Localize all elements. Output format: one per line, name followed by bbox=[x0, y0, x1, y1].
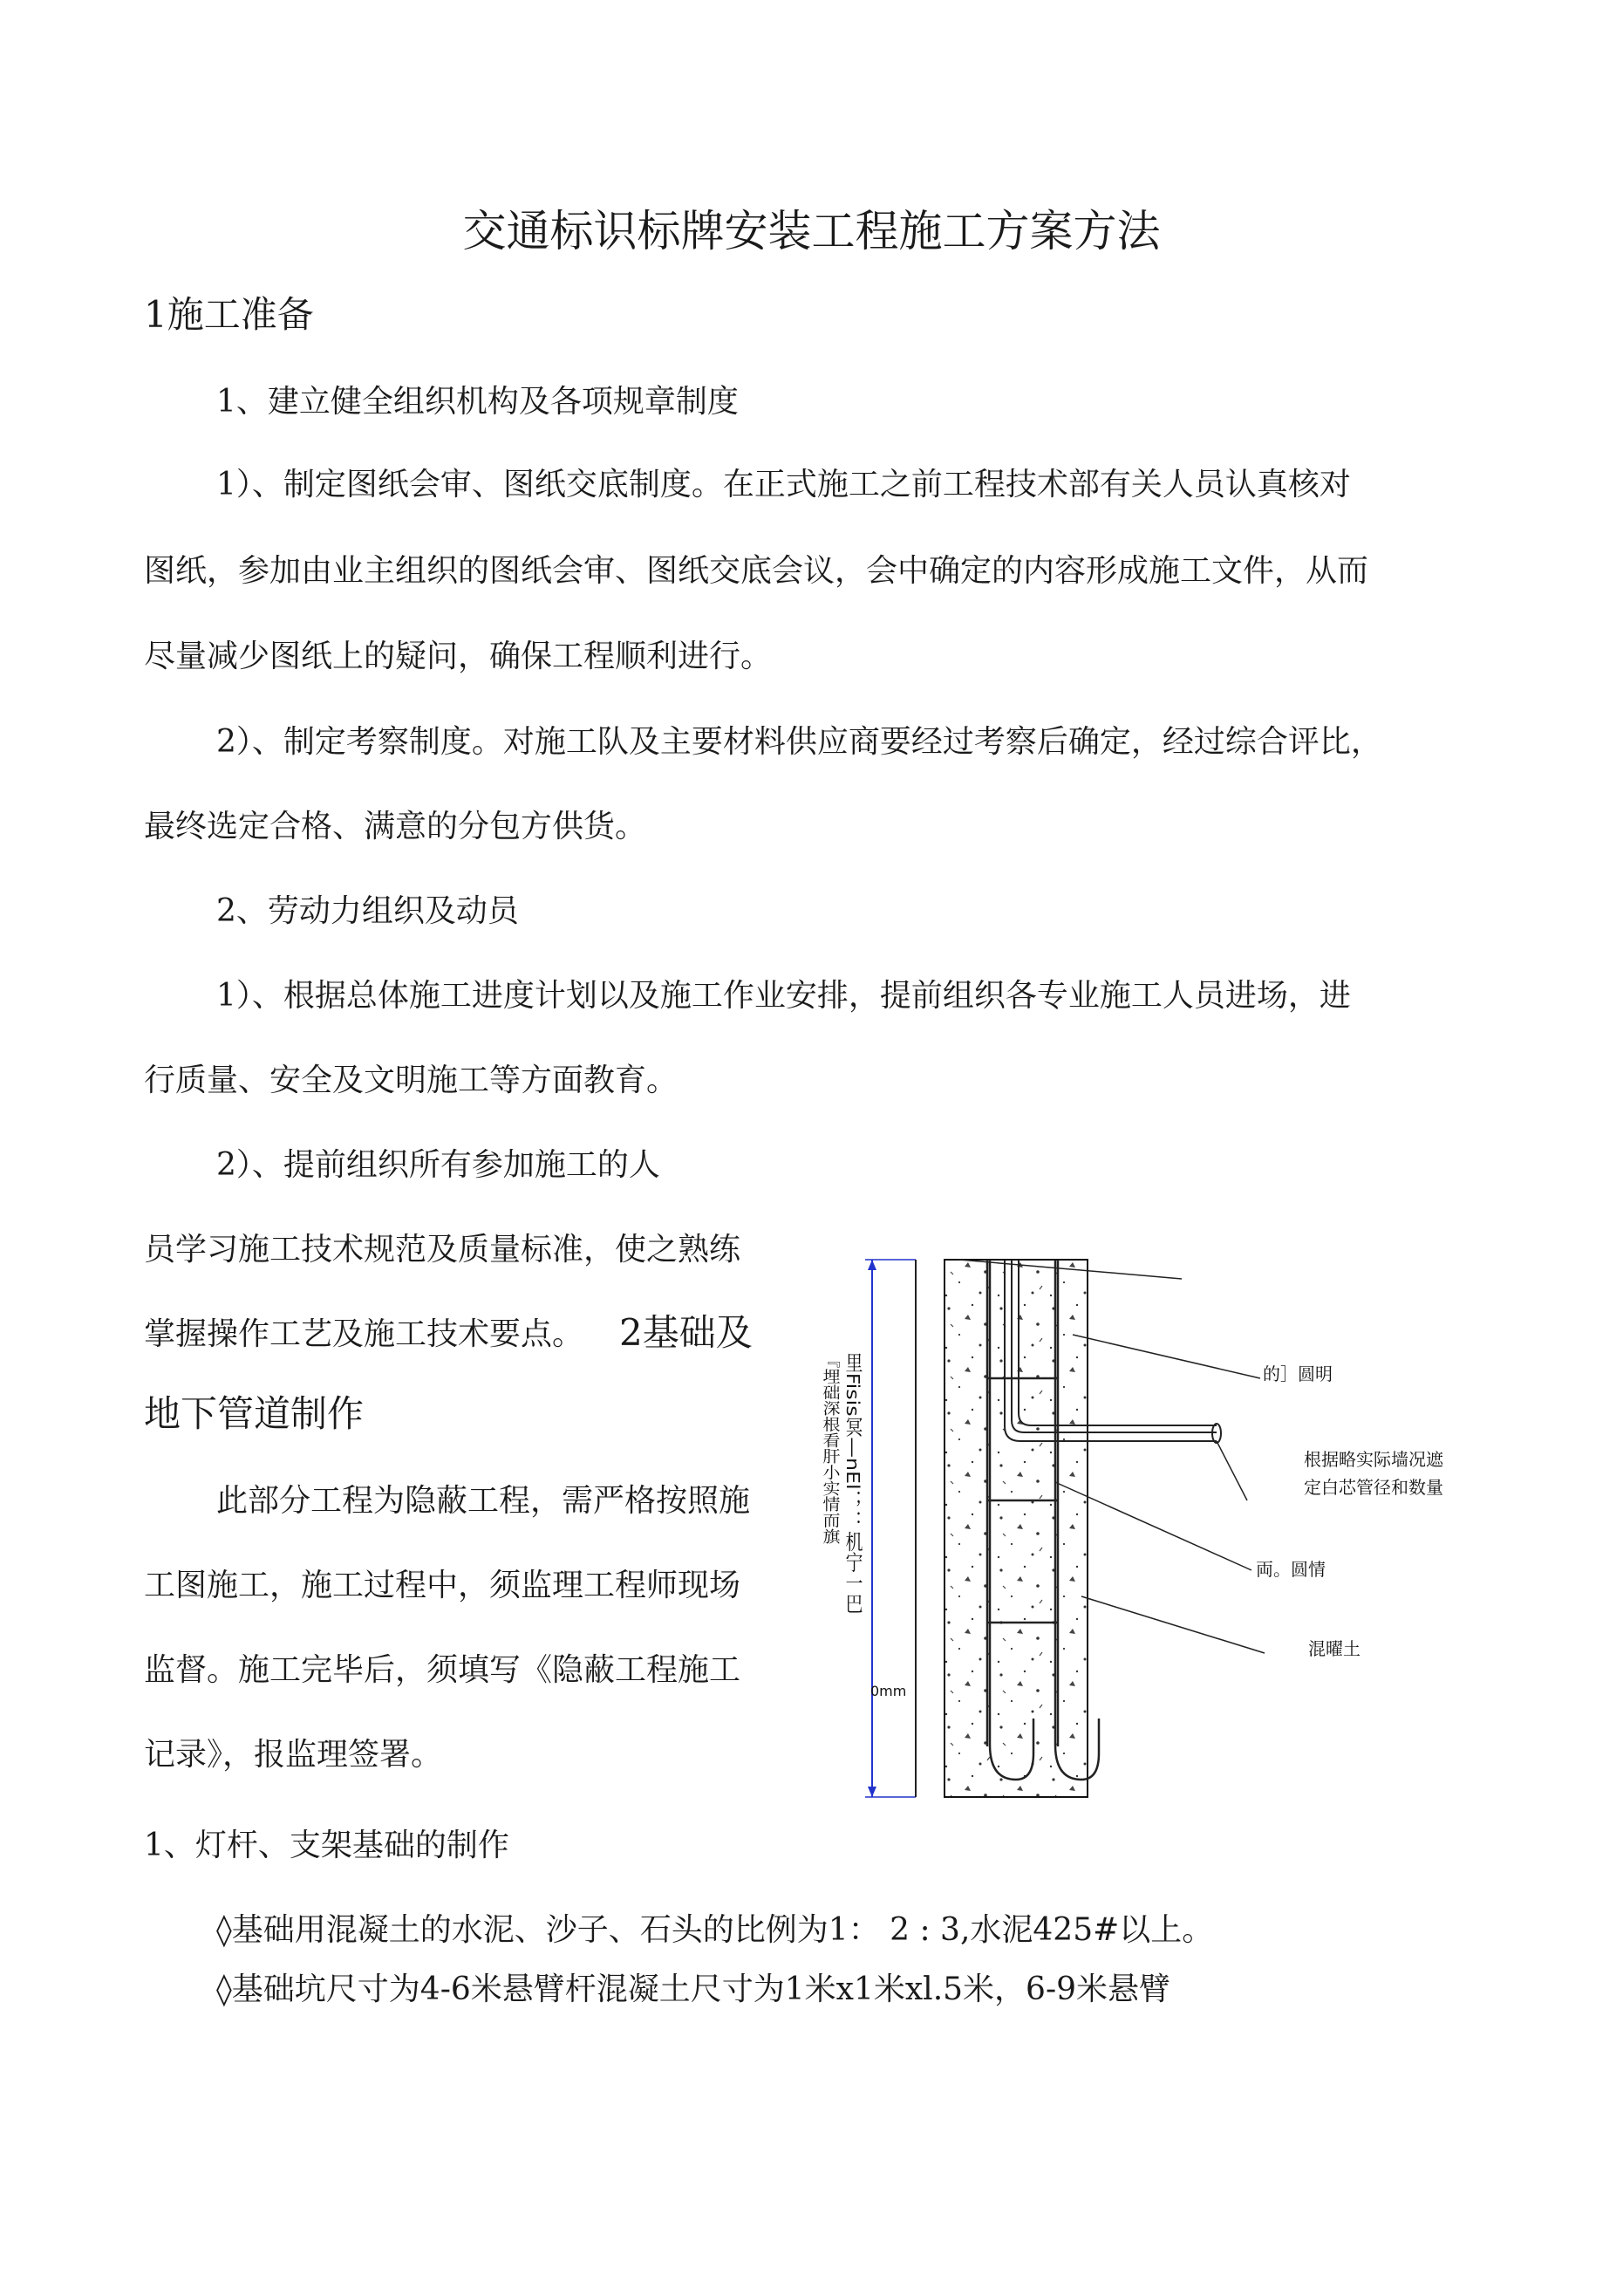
paragraph-5-line-1: 此部分工程为隐蔽工程，需严格按照施 bbox=[216, 1483, 751, 1519]
section-2-heading-part-2: 地下管道制作 bbox=[144, 1392, 365, 1435]
paragraph-5-line-2: 工图施工，施工过程中，须监理工程师现场 bbox=[144, 1568, 741, 1603]
bullet-2: ◊基础坑尺寸为4-6米悬臂杆混凝土尺寸为1米x1米xl.5米，6-9米悬臂 bbox=[216, 1971, 1171, 2007]
paragraph-2-line-1: 2）、制定考察制度。对施工队及主要材料供应商要经过考察后确定，经过综合评比， bbox=[216, 724, 1382, 760]
label-concrete: 混曜土 bbox=[1308, 1638, 1360, 1659]
paragraph-2-line-2: 最终选定合格、满意的分包方供货。 bbox=[144, 809, 647, 844]
concrete-block bbox=[944, 1260, 1088, 1797]
section-1-heading: 1施工准备 bbox=[144, 293, 314, 336]
paragraph-1-line-1: 1）、制定图纸会审、图纸交底制度。在正式施工之前工程技术部有关人员认真核对 bbox=[216, 467, 1351, 502]
label-pipe-line-1: 根据略实际墙况遮 bbox=[1304, 1449, 1443, 1470]
paragraph-3-line-1: 1）、根据总体施工进度计划以及施工作业安排，提前组织各专业施工人员进场，进 bbox=[216, 978, 1351, 1014]
item-3-heading: 1、灯杆、支架基础的制作 bbox=[144, 1828, 509, 1863]
label-rebar: 両。圆情 bbox=[1256, 1559, 1326, 1580]
paragraph-1-line-3: 尽量减少图纸上的疑问，确保工程顺利进行。 bbox=[144, 639, 773, 674]
section-2-heading-part-1: 2基础及 bbox=[619, 1311, 753, 1354]
item-1-heading: 1、建立健全组织机构及各项规章制度 bbox=[216, 384, 739, 420]
paragraph-4-line-3: 掌握操作工艺及施工技术要点。 bbox=[144, 1316, 584, 1352]
item-2-heading: 2、劳动力组织及动员 bbox=[216, 893, 519, 929]
dimension-label: 0mm bbox=[870, 1683, 907, 1699]
foundation-diagram bbox=[785, 1247, 1570, 1823]
vertical-text-col-1: 『埋础深根看肝小实情而旗 bbox=[820, 1352, 841, 1561]
paragraph-3-line-2: 行质量、安全及文明施工等方面教育。 bbox=[144, 1063, 679, 1098]
vertical-text-col-2: 里Fisis冥—nEl；：机宁一巴 bbox=[842, 1352, 863, 1573]
document-title: 交通标识标牌安装工程施工方案方法 bbox=[462, 206, 1161, 256]
paragraph-5-line-4: 记录》，报监理签署。 bbox=[144, 1737, 443, 1773]
label-pipe-line-2: 定白芯管径和数量 bbox=[1304, 1477, 1443, 1498]
bullet-1: ◊基础用混凝土的水泥、沙子、石头的比例为1： 2 : 3,水泥425#以上。 bbox=[216, 1912, 1214, 1948]
paragraph-4-line-2: 员学习施工技术规范及质量标准，使之熟练 bbox=[144, 1232, 741, 1268]
label-top: 的］圆明 bbox=[1263, 1363, 1333, 1384]
paragraph-4-line-1: 2）、提前组织所有参加施工的人 bbox=[216, 1147, 660, 1183]
paragraph-5-line-3: 监督。施工完毕后，须填写《隐蔽工程施工 bbox=[144, 1652, 741, 1688]
dimension-line bbox=[865, 1260, 916, 1797]
paragraph-1-line-2: 图纸，参加由业主组织的图纸会审、图纸交底会议，会中确定的内容形成施工文件，从而 bbox=[144, 553, 1369, 589]
